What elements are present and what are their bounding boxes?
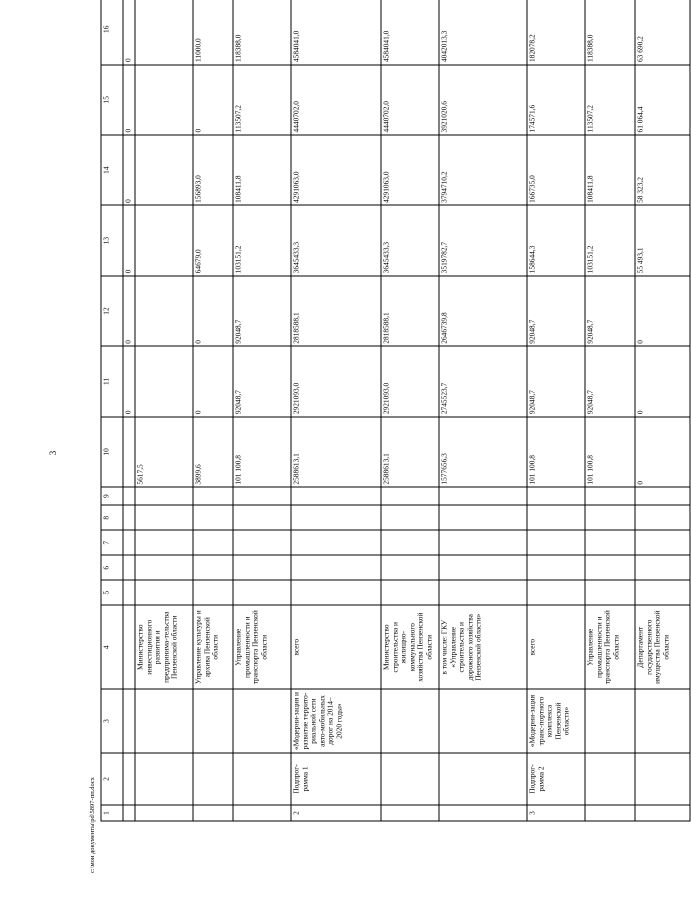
text-cell — [135, 580, 193, 605]
text-cell — [381, 555, 439, 580]
text-cell — [135, 487, 193, 505]
value-cell: 101 100,8 — [527, 417, 585, 487]
column-number-cell: 4 — [101, 605, 123, 689]
value-cell: 0 — [123, 0, 135, 65]
value-cell: 64679,0 — [193, 205, 233, 275]
text-cell — [585, 689, 635, 753]
text-cell — [585, 505, 635, 530]
executor-cell: в том числе: ГКУ «Управление строительства и дорожного хозяйства Пензенской области» — [439, 605, 527, 689]
column-number-cell: 13 — [101, 205, 123, 275]
value-cell: 1577656,3 — [439, 417, 527, 487]
footer-file-path: c:\мои документы\pd\5897-пп.docx — [89, 777, 96, 873]
value-cell: 108411,8 — [233, 135, 291, 205]
text-cell — [193, 580, 233, 605]
value-cell: 3794710,2 — [439, 135, 527, 205]
text-cell — [381, 689, 439, 753]
text-cell — [291, 580, 381, 605]
column-number-cell: 16 — [101, 0, 123, 65]
value-cell: 2588613,1 — [291, 417, 381, 487]
text-cell — [635, 805, 690, 821]
text-cell — [123, 753, 135, 805]
value-cell: 3519782,7 — [439, 205, 527, 275]
value-cell: 0 — [635, 417, 690, 487]
table-row — [635, 0, 690, 821]
executor-cell: всего — [527, 605, 585, 689]
value-cell: 92048,7 — [585, 276, 635, 346]
value-cell: 61 064,4 — [635, 65, 690, 135]
text-cell — [233, 505, 291, 530]
value-cell: 58 323,2 — [635, 135, 690, 205]
value-cell: 4440702,0 — [291, 65, 381, 135]
text-cell — [291, 505, 381, 530]
text-cell — [291, 555, 381, 580]
column-number-cell: 7 — [101, 530, 123, 555]
table-body — [101, 0, 690, 821]
text-cell — [381, 487, 439, 505]
text-cell — [439, 753, 527, 805]
value-cell: 63 690,2 — [635, 0, 690, 65]
column-number-cell: 11 — [101, 346, 123, 416]
text-cell — [635, 580, 690, 605]
value-cell: 3921020,6 — [439, 65, 527, 135]
text-cell — [123, 689, 135, 753]
text-cell — [585, 487, 635, 505]
text-cell — [193, 505, 233, 530]
value-cell: 0 — [193, 276, 233, 346]
executor-cell: Управление промышленности и транспорта Пензенской области — [585, 605, 635, 689]
value-cell: 0 — [635, 346, 690, 416]
value-cell: 2921093,0 — [291, 346, 381, 416]
value-cell: 4584041,0 — [381, 0, 439, 65]
value-cell: 0 — [635, 276, 690, 346]
text-cell — [635, 555, 690, 580]
column-number-cell: 8 — [101, 505, 123, 530]
column-number-cell: 10 — [101, 417, 123, 487]
text-cell: Подпрог-рамма 1 — [291, 753, 381, 805]
text-cell — [585, 580, 635, 605]
text-cell — [233, 530, 291, 555]
column-number-cell: 12 — [101, 276, 123, 346]
value-cell: 182078,2 — [527, 0, 585, 65]
value-cell: 2745523,7 — [439, 346, 527, 416]
text-cell — [291, 530, 381, 555]
text-cell — [585, 530, 635, 555]
text-cell — [123, 555, 135, 580]
column-number-cell: 9 — [101, 487, 123, 505]
text-cell: Подпрог-рамма 2 — [527, 753, 585, 805]
value-cell: 108411,8 — [585, 135, 635, 205]
text-cell — [193, 555, 233, 580]
text-cell — [193, 487, 233, 505]
text-cell — [123, 580, 135, 605]
value-cell: 0 — [193, 65, 233, 135]
value-cell: 0 — [193, 346, 233, 416]
text-cell — [439, 530, 527, 555]
text-cell — [193, 753, 233, 805]
rotated-table-sheet — [101, 0, 671, 822]
value-cell: 0 — [123, 65, 135, 135]
text-cell — [233, 580, 291, 605]
text-cell — [135, 689, 193, 753]
text-cell — [381, 805, 439, 821]
executor-cell: Управление культуры и архива Пензенской области — [193, 605, 233, 689]
value-cell: 3645433,3 — [291, 205, 381, 275]
value-cell: 113507,2 — [585, 65, 635, 135]
text-cell — [527, 555, 585, 580]
value-cell — [135, 0, 193, 65]
value-cell: 4440702,0 — [381, 65, 439, 135]
value-cell: 174571,6 — [527, 65, 585, 135]
text-cell — [527, 505, 585, 530]
value-cell: 0 — [123, 205, 135, 275]
value-cell — [135, 65, 193, 135]
text-cell — [381, 580, 439, 605]
value-cell — [135, 205, 193, 275]
text-cell — [233, 487, 291, 505]
text-cell — [635, 487, 690, 505]
text-cell: «Модерни-зация и развитие террито-риальной сети авто-мобильных дорог на 2014–2020 годы» — [291, 689, 381, 753]
header-row — [101, 0, 123, 821]
text-cell: 3 — [527, 805, 585, 821]
text-cell — [439, 805, 527, 821]
column-number-cell: 3 — [101, 689, 123, 753]
text-cell — [123, 505, 135, 530]
value-cell: 101 100,8 — [585, 417, 635, 487]
table-row — [135, 0, 193, 821]
text-cell — [135, 753, 193, 805]
value-cell — [135, 346, 193, 416]
text-cell — [135, 555, 193, 580]
text-cell — [123, 530, 135, 555]
text-cell — [439, 487, 527, 505]
column-number-cell: 15 — [101, 65, 123, 135]
table-row — [233, 0, 291, 821]
text-cell — [193, 805, 233, 821]
text-cell — [635, 530, 690, 555]
table-row — [439, 0, 527, 821]
text-cell — [193, 530, 233, 555]
text-cell — [635, 505, 690, 530]
value-cell: 156893,0 — [193, 135, 233, 205]
text-cell — [233, 555, 291, 580]
column-number-cell: 6 — [101, 555, 123, 580]
value-cell: 103151,2 — [585, 205, 635, 275]
value-cell: 113507,2 — [233, 65, 291, 135]
text-cell — [439, 555, 527, 580]
value-cell: 2818588,1 — [381, 276, 439, 346]
value-cell: 166735,0 — [527, 135, 585, 205]
table-row — [291, 0, 381, 821]
text-cell — [381, 753, 439, 805]
text-cell — [439, 505, 527, 530]
text-cell — [123, 487, 135, 505]
budget-table — [101, 0, 691, 822]
text-cell — [635, 753, 690, 805]
text-cell — [193, 689, 233, 753]
value-cell: 92048,7 — [585, 346, 635, 416]
column-number-cell: 14 — [101, 135, 123, 205]
text-cell — [635, 689, 690, 753]
value-cell: 55 493,1 — [635, 205, 690, 275]
text-cell — [233, 689, 291, 753]
text-cell — [135, 505, 193, 530]
value-cell: 5617,5 — [135, 417, 193, 487]
text-cell — [381, 505, 439, 530]
text-cell — [123, 805, 135, 821]
value-cell: 2921093,0 — [381, 346, 439, 416]
executor-cell: Министерство инвестиционного развития и предпринима-тельства Пензенской области — [135, 605, 193, 689]
text-cell — [439, 689, 527, 753]
text-cell — [135, 530, 193, 555]
table-row — [585, 0, 635, 821]
value-cell: 158644,3 — [527, 205, 585, 275]
value-cell: 4291063,0 — [291, 135, 381, 205]
column-number-cell: 2 — [101, 753, 123, 805]
value-cell: 101 100,8 — [233, 417, 291, 487]
value-cell: 92048,7 — [233, 276, 291, 346]
text-cell — [233, 805, 291, 821]
text-cell — [527, 487, 585, 505]
value-cell: 118388,0 — [585, 0, 635, 65]
text-cell — [381, 530, 439, 555]
text-cell — [135, 805, 193, 821]
executor-cell — [123, 605, 135, 689]
executor-cell: Министерство строительства и жилищно-коммунального хозяйства Пензенской области — [381, 605, 439, 689]
text-cell — [585, 805, 635, 821]
value-cell — [135, 135, 193, 205]
value-cell: 4042013,3 — [439, 0, 527, 65]
value-cell: 2646739,8 — [439, 276, 527, 346]
text-cell — [585, 753, 635, 805]
value-cell: 3645433,3 — [381, 205, 439, 275]
table-row — [381, 0, 439, 821]
value-cell: 2818588,1 — [291, 276, 381, 346]
table-row — [123, 0, 135, 821]
text-cell — [291, 487, 381, 505]
value-cell: 92048,7 — [527, 346, 585, 416]
table-row — [193, 0, 233, 821]
value-cell: 4291063,0 — [381, 135, 439, 205]
table-row — [527, 0, 585, 821]
text-cell — [527, 580, 585, 605]
text-cell — [585, 555, 635, 580]
value-cell: 0 — [123, 346, 135, 416]
value-cell — [135, 276, 193, 346]
value-cell: 4584041,0 — [291, 0, 381, 65]
executor-cell: всего — [291, 605, 381, 689]
text-cell: 2 — [291, 805, 381, 821]
executor-cell: Управление промышленности и транспорта Пензенской области — [233, 605, 291, 689]
value-cell: 118388,0 — [233, 0, 291, 65]
page-number: 3 — [48, 450, 58, 456]
value-cell: 92048,7 — [233, 346, 291, 416]
column-number-cell: 1 — [101, 805, 123, 821]
text-cell — [233, 753, 291, 805]
value-cell: 103151,2 — [233, 205, 291, 275]
text-cell — [527, 530, 585, 555]
executor-cell: Департамент государственного имущества Пензенской области — [635, 605, 690, 689]
value-cell: 2588613,1 — [381, 417, 439, 487]
column-number-cell: 5 — [101, 580, 123, 605]
text-cell — [439, 580, 527, 605]
value-cell: 92048,7 — [527, 276, 585, 346]
value-cell: 11000,0 — [193, 0, 233, 65]
value-cell: 0 — [123, 135, 135, 205]
value-cell: 3899,6 — [193, 417, 233, 487]
value-cell — [123, 417, 135, 487]
text-cell: «Модерни-зация транс-портного комплекса Пензенской области» — [527, 689, 585, 753]
value-cell: 0 — [123, 276, 135, 346]
